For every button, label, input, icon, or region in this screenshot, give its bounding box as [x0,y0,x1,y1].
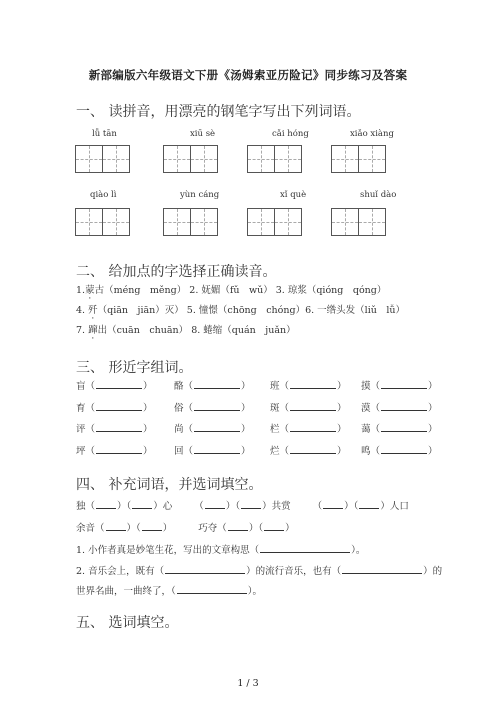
pinyin-3: cǎi hóng [272,129,309,139]
answer-blank[interactable] [96,401,142,411]
pinyin-5: qiào lì [90,190,117,200]
pinyin-6: yùn cáng [180,190,220,200]
writing-grid[interactable] [331,208,385,236]
answer-blank[interactable] [290,444,336,454]
character-label: 坪 [76,446,86,457]
character-label: 烂 [270,446,280,457]
reading-line-2: 4. 歼（qiān jiān）灭） 5. 憧憬（chōng chóng）6. 一绺头发（liǔ lǚ） [76,305,406,316]
idiom-blank[interactable] [96,499,116,509]
word-group-item: 栏（ ） [270,424,347,435]
fill-question-1: 1. 小作者真是妙笔生花，写出的文章构思（ ）。 [76,545,366,556]
character-label: 斑 [270,403,280,414]
idiom-blank[interactable] [323,499,343,509]
answer-blank[interactable] [381,422,427,432]
pinyin-1: lǚ tān [92,129,117,139]
word-group-item: 蔼（ ） [361,424,438,435]
idiom-blank[interactable] [205,499,225,509]
answer-blank[interactable] [290,422,336,432]
answer-blank[interactable] [342,564,422,574]
idiom-blank[interactable] [106,521,126,531]
word-group-item: 育（ ） [76,403,153,414]
character-label: 酪 [174,381,184,392]
idiom-blank[interactable] [142,521,162,531]
idiom-blank[interactable] [132,499,152,509]
word-group-item: 评（ ） [76,424,153,435]
document-title: 新部编版六年级语文下册《汤姆索亚历险记》同步练习及答案 [88,68,408,82]
answer-blank[interactable] [96,444,142,454]
reading-line-1: 1.蒙古（méng měng） 2. 妩媚（fǔ wǔ） 3. 琼浆（qióng qóng） [76,285,387,296]
answer-blank[interactable] [194,379,240,389]
pinyin-4: xiǎo xiàng [350,129,394,139]
character-label: 栏 [270,424,280,435]
idiom-blank[interactable] [264,521,284,531]
pinyin-2: xiū sè [190,129,216,139]
idiom-row-1: 独（ ）（ ）心 （ ）（ ）共赏 （ ）（ ）人口 [76,501,409,512]
word-group-item: 斑（ ） [270,403,347,414]
fill-question-2-cont: 世界名曲，一曲终了，（ ）。 [76,586,263,597]
character-label: 俗 [174,403,184,414]
writing-grid[interactable] [75,208,129,236]
idiom-blank[interactable] [359,499,379,509]
answer-blank[interactable] [290,379,336,389]
reading-line-3: 7. 蹿出（cuān chuān） 8. 蜷缩（quán juǎn） [76,325,296,336]
answer-blank[interactable] [177,584,247,594]
character-label: 育 [76,403,86,414]
answer-blank[interactable] [96,379,142,389]
answer-blank[interactable] [381,444,427,454]
answer-blank[interactable] [194,401,240,411]
word-group-item: 漠（ ） [361,403,438,414]
character-label: 盲 [76,381,86,392]
answer-blank[interactable] [165,564,245,574]
answer-blank[interactable] [260,543,350,553]
character-label: 尚 [174,424,184,435]
writing-grid[interactable] [247,145,301,173]
character-label: 蔼 [361,424,371,435]
character-label: 漠 [361,403,371,414]
answer-blank[interactable] [381,401,427,411]
idiom-row-2: 余音（ ）（ ） 巧夺（ ）（ ） [76,523,295,534]
idiom-blank[interactable] [228,521,248,531]
word-group-item: 俗（ ） [174,403,251,414]
answer-blank[interactable] [381,379,427,389]
writing-grid[interactable] [331,145,385,173]
pinyin-7: xǐ què [280,190,307,200]
section2-heading: 二、 给加点的字选择正确读音。 [76,264,277,280]
section4-heading: 四、 补充词语，并选词填空。 [76,477,263,493]
pinyin-8: shuǐ dào [360,190,397,200]
word-group-item: 烂（ ） [270,446,347,457]
section1-heading: 一、 读拼音，用漂亮的钢笔字写出下列词语。 [76,104,361,120]
fill-question-2: 2. 音乐会上，既有（ ）的流行音乐，也有（ ）的 [76,566,443,577]
word-group-item: 盲（ ） [76,381,153,392]
writing-grid[interactable] [75,145,129,173]
character-label: 班 [270,381,280,392]
answer-blank[interactable] [194,422,240,432]
page-number: 1 / 3 [237,678,259,689]
word-group-item: 鸣（ ） [361,446,438,457]
word-group-item: 尚（ ） [174,424,251,435]
word-group-item: 摸（ ） [361,381,438,392]
character-label: 回 [174,446,184,457]
writing-grid[interactable] [163,208,217,236]
word-group-item: 坪（ ） [76,446,153,457]
writing-grid[interactable] [247,208,301,236]
writing-grid[interactable] [163,145,217,173]
word-group-item: 班（ ） [270,381,347,392]
answer-blank[interactable] [194,444,240,454]
section5-heading: 五、 选词填空。 [76,615,179,631]
idiom-blank[interactable] [241,499,261,509]
word-group-item: 回（ ） [174,446,251,457]
word-group-item: 酪（ ） [174,381,251,392]
answer-blank[interactable] [96,422,142,432]
character-label: 摸 [361,381,371,392]
character-label: 评 [76,424,86,435]
answer-blank[interactable] [290,401,336,411]
section3-heading: 三、 形近字组词。 [76,360,193,376]
character-label: 鸣 [361,446,371,457]
